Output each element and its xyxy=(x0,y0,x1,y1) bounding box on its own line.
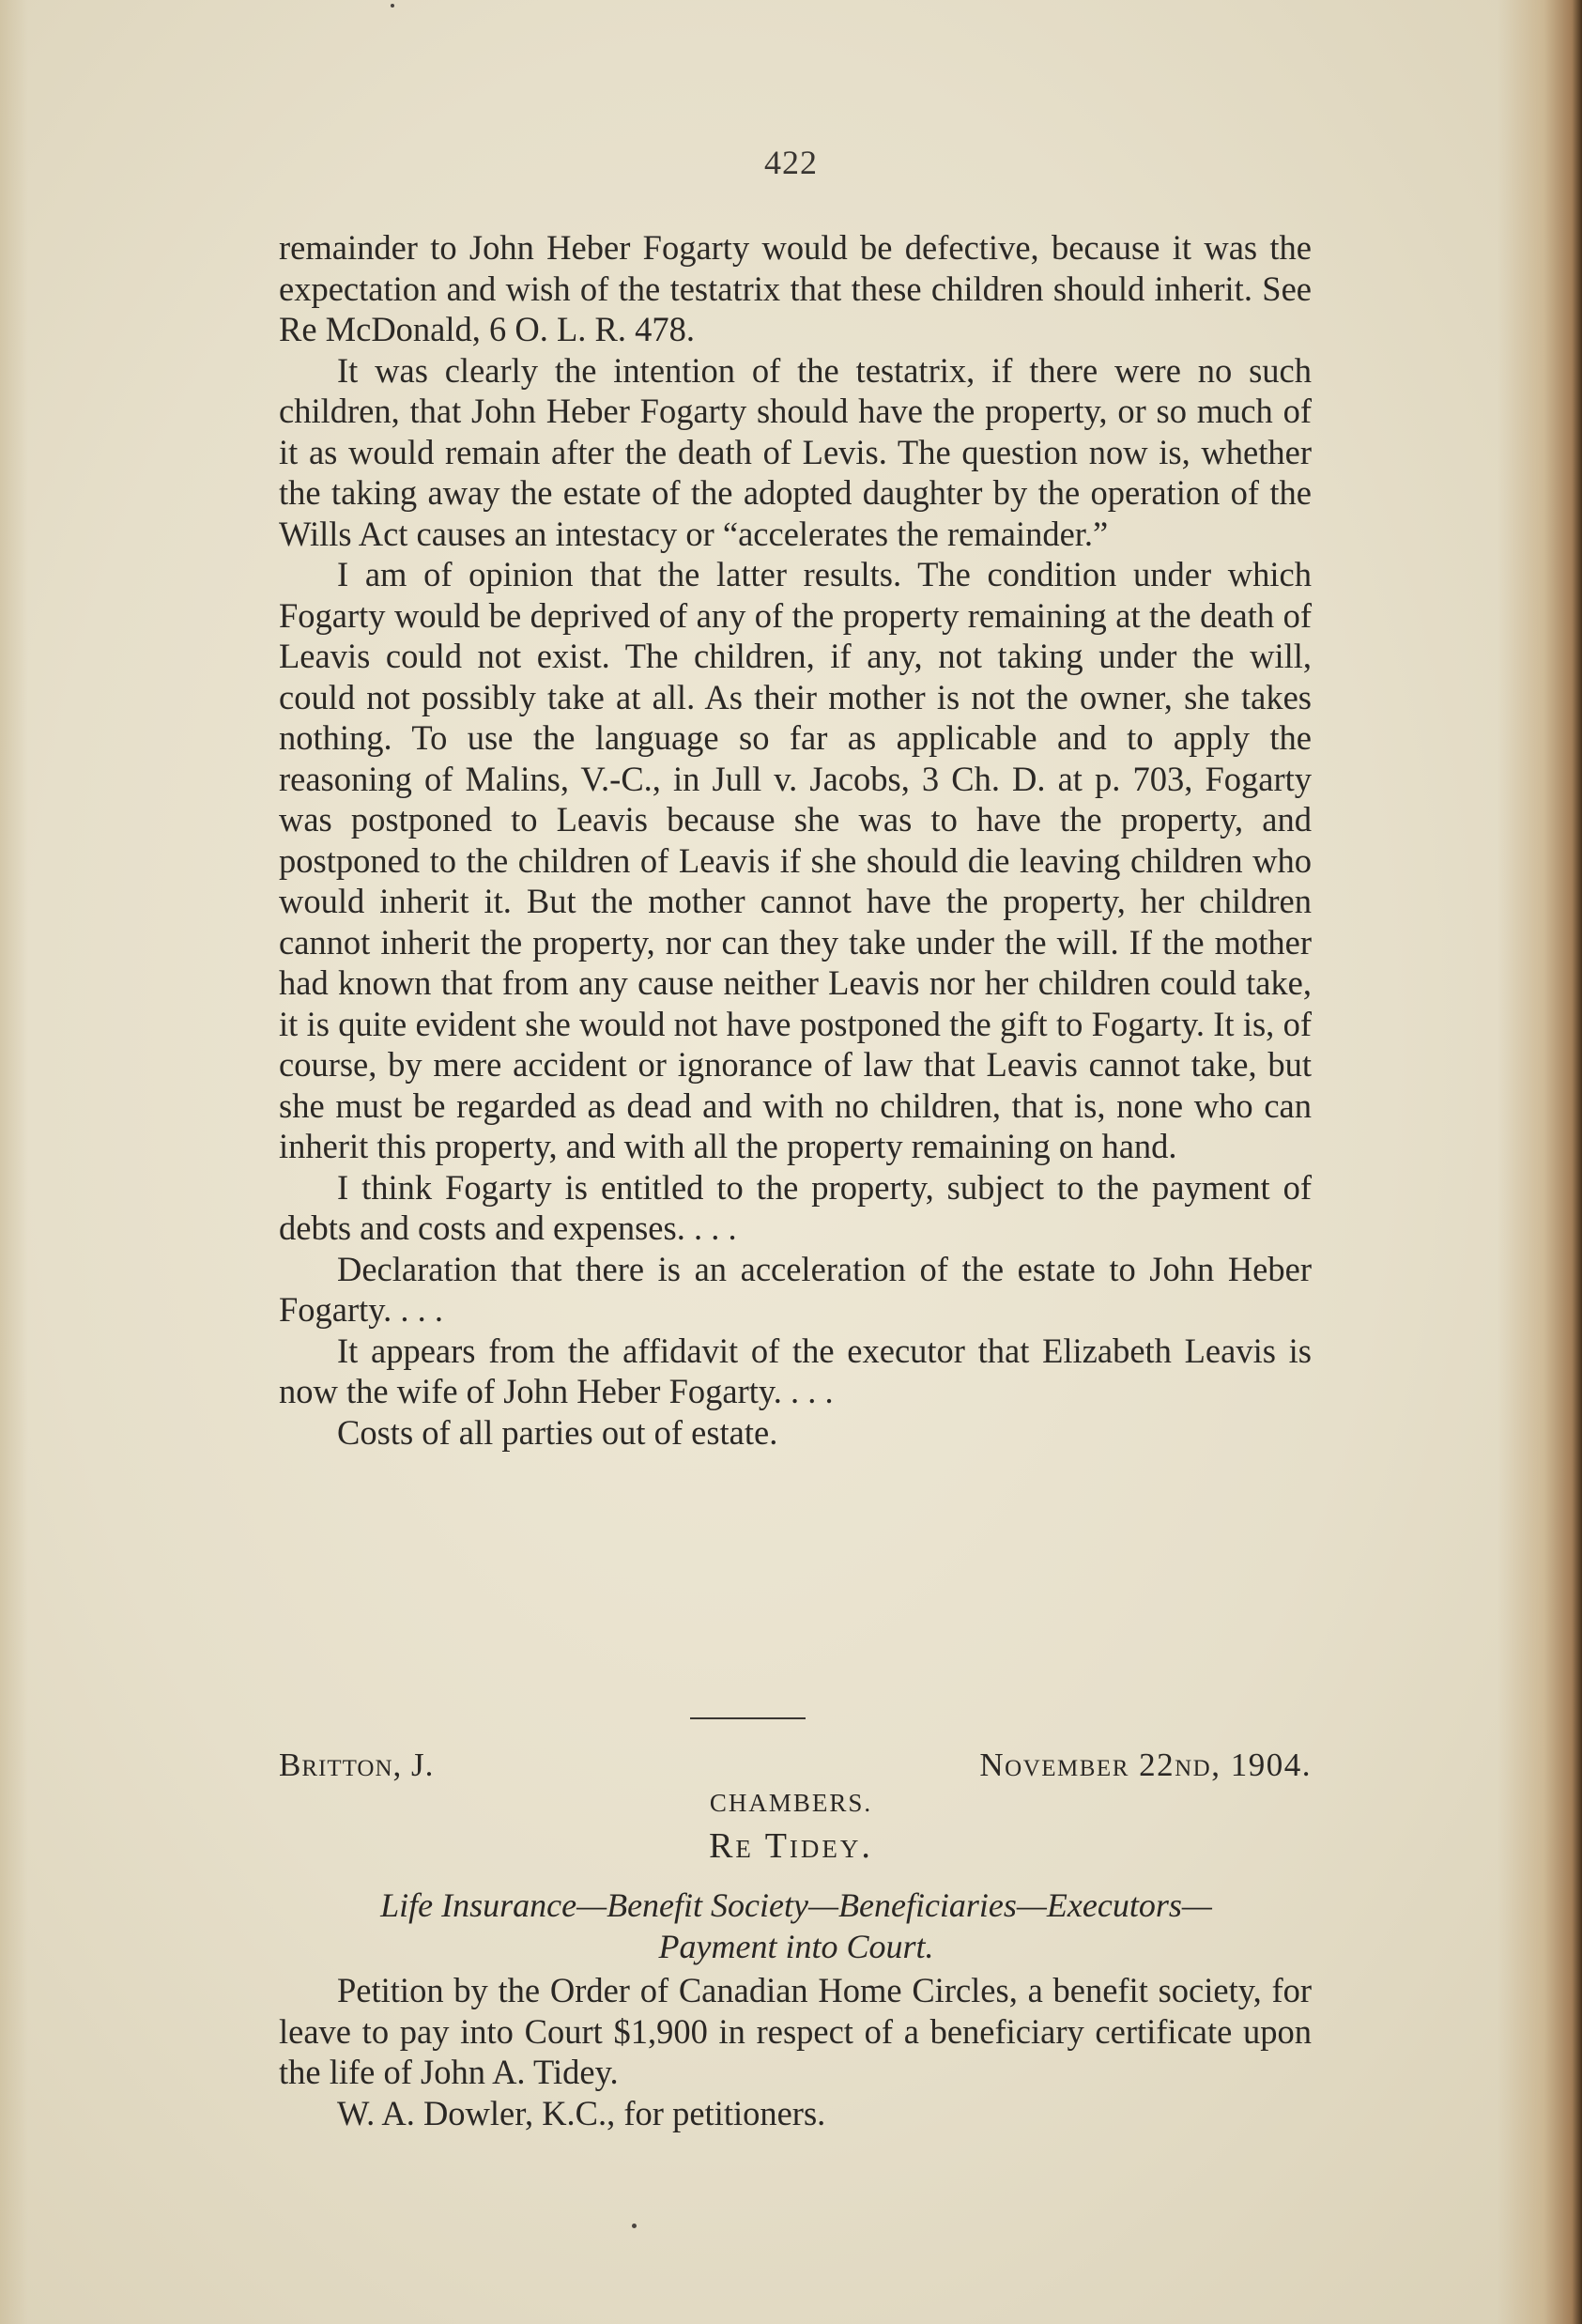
ink-speck xyxy=(632,2224,637,2228)
court-label: CHAMBERS. xyxy=(709,1789,873,1817)
page-left-shadow xyxy=(0,0,28,2324)
paragraph-entitled: I think Fogarty is entitled to the property, subject to the payment of debts and costs and expenses. . . . xyxy=(279,1167,1312,1247)
case-date: November 22nd, 1904. xyxy=(979,1747,1312,1783)
case-body-text xyxy=(279,1970,1312,2133)
case-byline xyxy=(279,1745,1312,1786)
paragraph-costs: Costs of all parties out of estate. xyxy=(337,1412,778,1452)
paragraph-petition: Petition by the Order of Canadian Home Circles, a benefit society, for leave to pay into Court $1,900 in respect of a beneficiary certificate upon the life of John A. Tidey. xyxy=(279,1971,1312,2091)
paragraph-counsel: W. A. Dowler, K.C., for petitioners. xyxy=(337,2093,826,2132)
case-title: Re Tidey. xyxy=(709,1826,873,1866)
paragraph-affidavit: It appears from the affidavit of the executor that Elizabeth Leavis is now the wife of John Heber Fogarty. . . . xyxy=(279,1331,1312,1410)
paragraph-declaration: Declaration that there is an acceleration of the estate to John Heber Fogarty. . . . xyxy=(279,1249,1312,1329)
section-divider xyxy=(690,1717,806,1719)
page-right-binding-shadow xyxy=(1498,0,1582,2324)
judge-name: Britton, J. xyxy=(279,1747,435,1783)
page-number: 422 xyxy=(764,144,818,181)
paragraph-opinion: I am of opinion that the latter results. The condition under which Fogarty would be deprived of any of the property remaining at the death of Leavis could not exist. The children, if any, not taking under the will, could not possibly take at all. As their mother is not the owner, she takes nothing. To use the language so far as applicable and to apply the reasoning of Malins, V.-C., in Jull v. Jacobs, 3 Ch. D. at p. 703, Fogarty was postponed to Leavis because she was to have the property, and postponed to the children of Leavis if she should die leaving children who would inherit it. But the mother cannot have the property, her children cannot inherit the property, nor can they take under the will. If the mother had known that from any cause neither Leavis nor her children could take, it is quite evident she would not have postponed the gift to Fogarty. It is, of course, by mere accident or ignorance of law that Leavis cannot take, but she must be regarded as dead and with no children, that is, none who can inherit this property, and with all the property remaining on hand. xyxy=(279,555,1312,1165)
ink-speck xyxy=(391,4,394,8)
headnote-line: Life Insurance—Benefit Society—Beneficiaries—Executors— xyxy=(380,1886,1212,1924)
paragraph-continuation: remainder to John Heber Fogarty would be defective, because it was the expectation and wish of the testatrix that these children should inherit. See Re McDonald, 6 O. L. R. 478. xyxy=(279,228,1312,348)
headnote xyxy=(274,1885,1318,1967)
headnote-line: Payment into Court. xyxy=(658,1928,934,1965)
paragraph-intention: It was clearly the intention of the testatrix, if there were no such children, that John Heber Fogarty should have the property, or so much of it as would remain after the death of Levis. The question now is, whether the taking away the estate of the adopted daughter by the operation of the Wills Act causes an intestacy or “accelerates the remainder.” xyxy=(279,350,1312,553)
body-text xyxy=(279,227,1312,1453)
